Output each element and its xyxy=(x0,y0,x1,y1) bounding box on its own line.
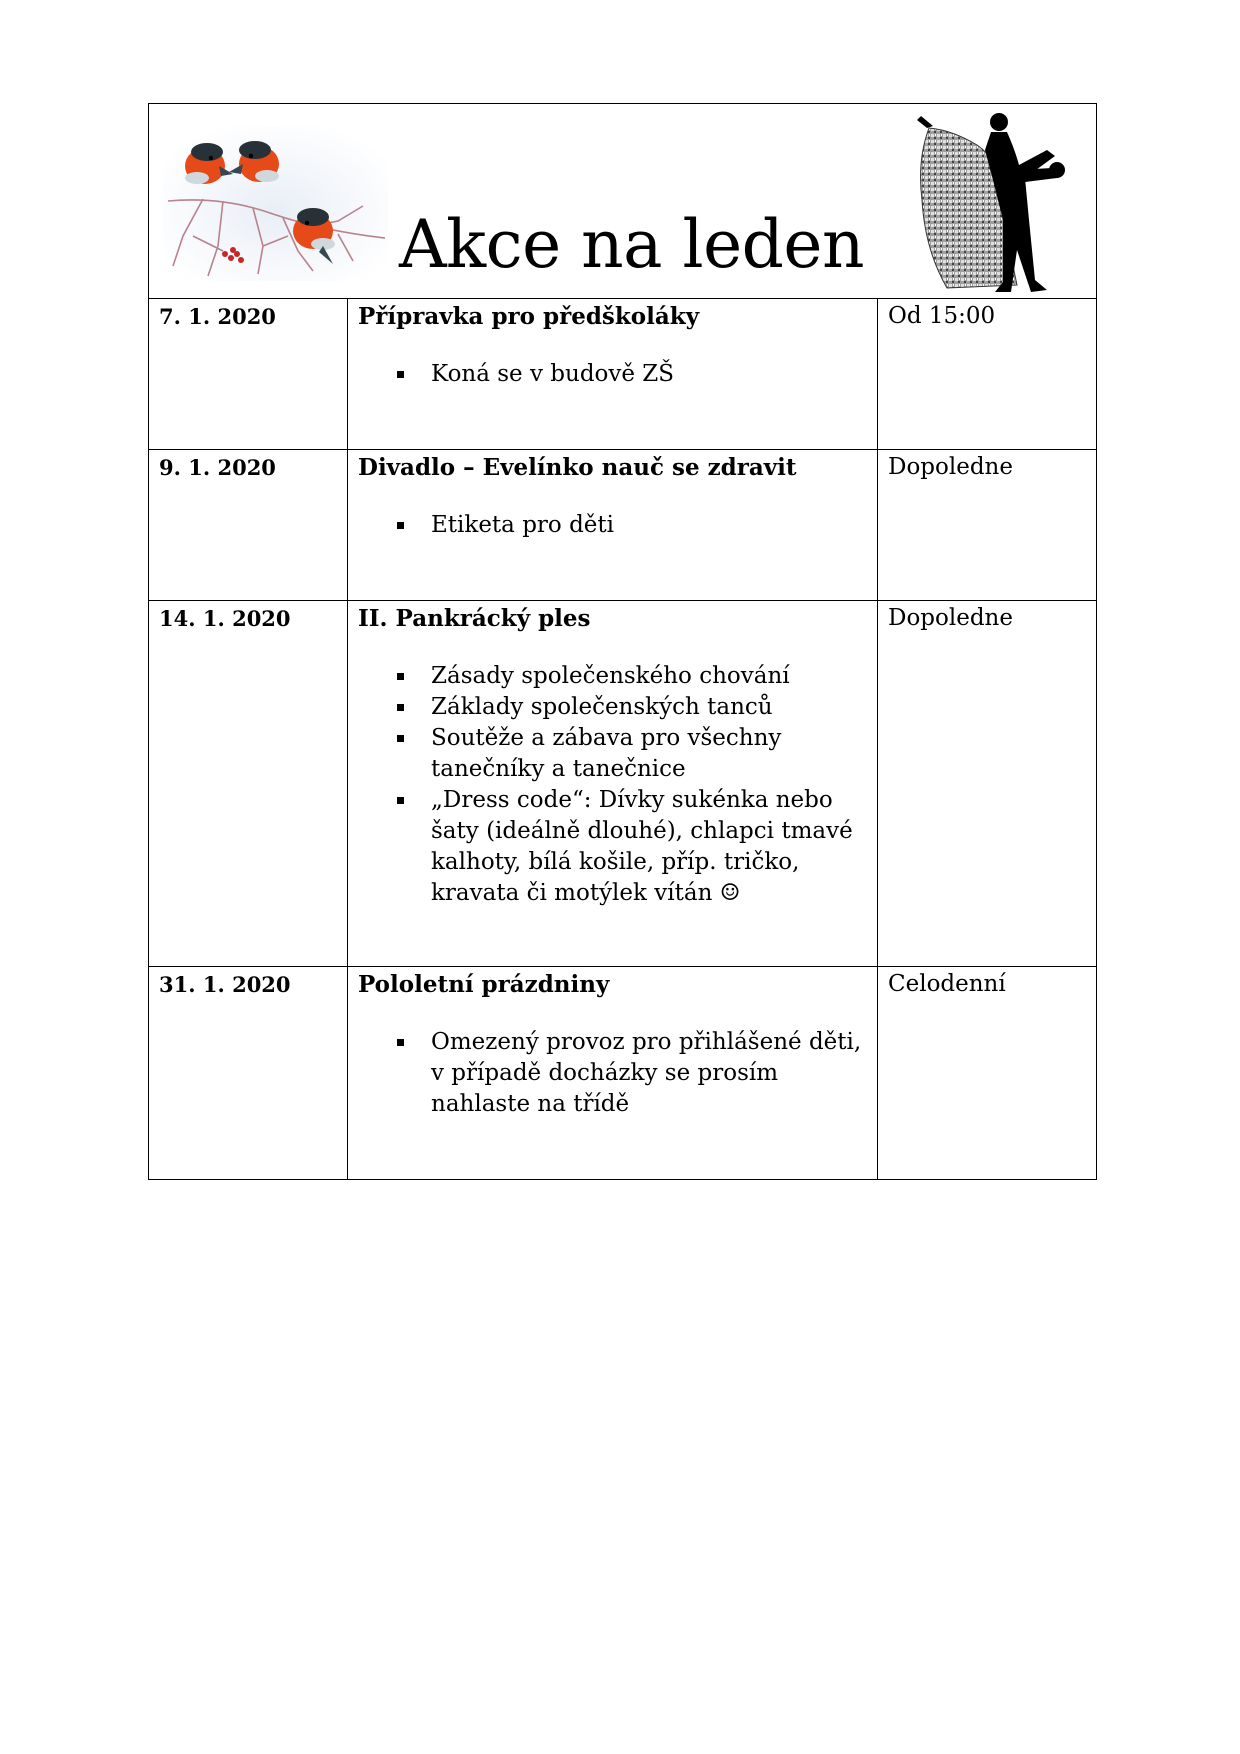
event-time: Dopoledne xyxy=(878,601,1097,967)
event-date: 31. 1. 2020 xyxy=(149,967,348,1180)
list-item-text: Základy společenských tanců xyxy=(431,694,773,720)
event-details xyxy=(348,601,878,967)
square-bullet-icon xyxy=(397,673,404,680)
list-item xyxy=(397,359,867,390)
list-item-text: Etiketa pro děti xyxy=(431,512,615,538)
event-time: Dopoledne xyxy=(878,450,1097,601)
event-time: Od 15:00 xyxy=(878,299,1097,450)
bullfinches-illustration xyxy=(163,126,388,281)
events-sheet xyxy=(148,103,1097,1180)
event-date: 7. 1. 2020 xyxy=(149,299,348,450)
square-bullet-icon xyxy=(397,371,404,378)
list-item-text: Zásady společenského chování xyxy=(431,663,790,689)
event-bullet-list xyxy=(358,1027,867,1120)
list-item-text: Koná se v budově ZŠ xyxy=(431,361,675,387)
dancers-silhouette xyxy=(907,110,1072,295)
square-bullet-icon xyxy=(397,797,404,804)
event-row xyxy=(149,450,1097,601)
list-item xyxy=(397,785,867,909)
list-item xyxy=(397,661,867,692)
event-title: Divadlo – Evelínko nauč se zdravit xyxy=(358,454,797,481)
square-bullet-icon xyxy=(397,522,404,529)
square-bullet-icon xyxy=(397,735,404,742)
event-date: 9. 1. 2020 xyxy=(149,450,348,601)
event-bullet-list xyxy=(358,661,867,909)
list-item xyxy=(397,510,867,541)
event-title: Pololetní prázdniny xyxy=(358,971,610,998)
event-row xyxy=(149,601,1097,967)
event-details xyxy=(348,450,878,601)
event-title: II. Pankrácký ples xyxy=(358,605,591,632)
square-bullet-icon xyxy=(397,704,404,711)
list-item xyxy=(397,692,867,723)
header-cell xyxy=(148,103,1097,298)
event-bullet-list xyxy=(358,359,867,390)
event-details xyxy=(348,299,878,450)
event-title: Přípravka pro předškoláky xyxy=(358,303,700,330)
events-table xyxy=(148,298,1097,1180)
list-item-text: Soutěže a zábava pro všechny tanečníky a tanečnice xyxy=(431,725,782,782)
list-item xyxy=(397,1027,867,1120)
page-title: Akce na leden xyxy=(399,206,864,283)
event-details xyxy=(348,967,878,1180)
event-row xyxy=(149,967,1097,1180)
list-item xyxy=(397,723,867,785)
event-bullet-list xyxy=(358,510,867,541)
event-time: Celodenní xyxy=(878,967,1097,1180)
list-item-text: Omezený provoz pro přihlášené děti, v případě docházky se prosím nahlaste na třídě xyxy=(431,1029,862,1117)
event-date: 14. 1. 2020 xyxy=(149,601,348,967)
list-item-text: „Dress code“: Dívky sukénka nebo šaty (ideálně dlouhé), chlapci tmavé kalhoty, bílá košile, příp. tričko, kravata či motýlek vítán ☺ xyxy=(431,787,853,906)
event-row xyxy=(149,299,1097,450)
square-bullet-icon xyxy=(397,1039,404,1046)
